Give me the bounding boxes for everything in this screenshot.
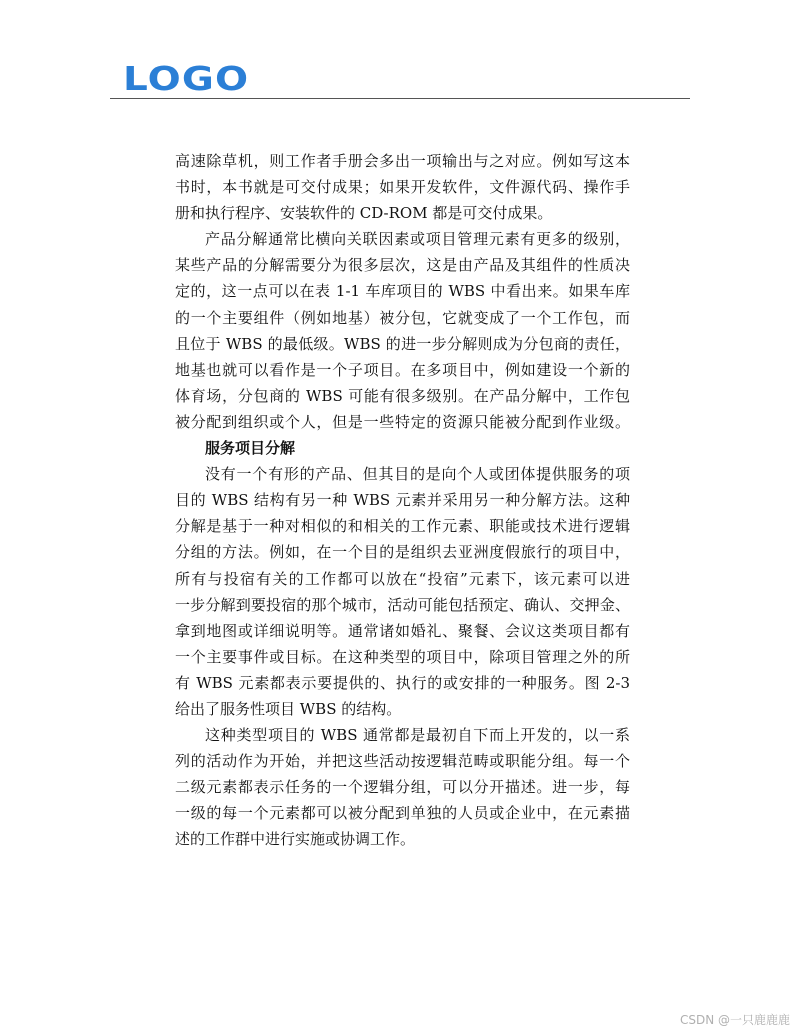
text-line: 一个主要事件或目标。在这种类型的项目中，除项目管理之外的所 — [175, 647, 630, 666]
text-line: 书时，本书就是可交付成果；如果开发软件，文件源代码、操作手 — [175, 178, 630, 197]
text-line: 列的活动作为开始，并把这些活动按逻辑范畴或职能分组。每一个 — [175, 752, 630, 771]
text-line: 没有一个有形的产品、但其目的是向个人或团体提供服务的项 — [205, 465, 630, 484]
text-line: 高速除草机，则工作者手册会多出一项输出与之对应。例如写这本 — [175, 152, 630, 170]
text-line: 分解是基于一种对相似的和相关的工作元素、职能或技术进行逻辑 — [175, 517, 630, 536]
text-line: 分组的方法。例如，在一个目的是组织去亚洲度假旅行的项目中， — [175, 543, 630, 562]
text-line: 有 WBS 元素都表示要提供的、执行的或安排的一种服务。图 2-3 — [175, 673, 630, 692]
paragraph-2 — [175, 226, 630, 435]
text-line: 二级元素都表示任务的一个逻辑分组，可以分开描述。进一步，每 — [175, 778, 630, 797]
text-line: 一级的每一个元素都可以被分配到单独的人员或企业中，在元素描 — [175, 804, 630, 823]
section-heading: 服务项目分解 — [205, 439, 296, 458]
text-line: 的一个主要组件（例如地基）被分包，它就变成了一个工作包，而 — [175, 308, 630, 327]
text-line: 述的工作群中进行实施或协调工作。 — [175, 830, 416, 849]
logo: LOGO — [123, 59, 250, 98]
text-line: 册和执行程序、安装软件的 CD-ROM 都是可交付成果。 — [175, 204, 553, 223]
header-divider — [110, 98, 690, 99]
document-body — [175, 148, 630, 853]
paragraph-3 — [175, 461, 630, 722]
text-line: 所有与投宿有关的工作都可以放在“投宿”元素下，该元素可以进 — [175, 569, 630, 588]
text-line: 产品分解通常比横向关联因素或项目管理元素有更多的级别， — [205, 230, 630, 249]
text-line: 某些产品的分解需要分为很多层次，这是由产品及其组件的性质决 — [175, 256, 630, 275]
text-line: 且位于 WBS 的最低级。WBS 的进一步分解则成为分包商的责任， — [175, 334, 630, 353]
text-line: 地基也就可以看作是一个子项目。在多项目中，例如建设一个新的 — [175, 360, 630, 379]
text-line: 给出了服务性项目 WBS 的结构。 — [175, 699, 402, 718]
text-line: 体育场，分包商的 WBS 可能有很多级别。在产品分解中，工作包 — [175, 386, 630, 405]
text-line: 拿到地图或详细说明等。通常诸如婚礼、聚餐、会议这类项目都有 — [175, 621, 630, 640]
text-line: 定的，这一点可以在表 1-1 车库项目的 WBS 中看出来。如果车库 — [175, 282, 630, 301]
watermark: CSDN @一只鹿鹿鹿 — [679, 1013, 790, 1027]
paragraph-4 — [175, 722, 630, 852]
text-line: 被分配到组织或个人，但是一些特定的资源只能被分配到作业级。 — [175, 412, 630, 431]
text-line: 一步分解到要投宿的那个城市，活动可能包括预定、确认、交押金、 — [175, 595, 630, 614]
paragraph-1 — [175, 148, 630, 226]
text-line: 目的 WBS 结构有另一种 WBS 元素并采用另一种分解方法。这种 — [175, 491, 630, 510]
text-line: 这种类型项目的 WBS 通常都是最初自下而上开发的，以一系 — [205, 726, 630, 745]
